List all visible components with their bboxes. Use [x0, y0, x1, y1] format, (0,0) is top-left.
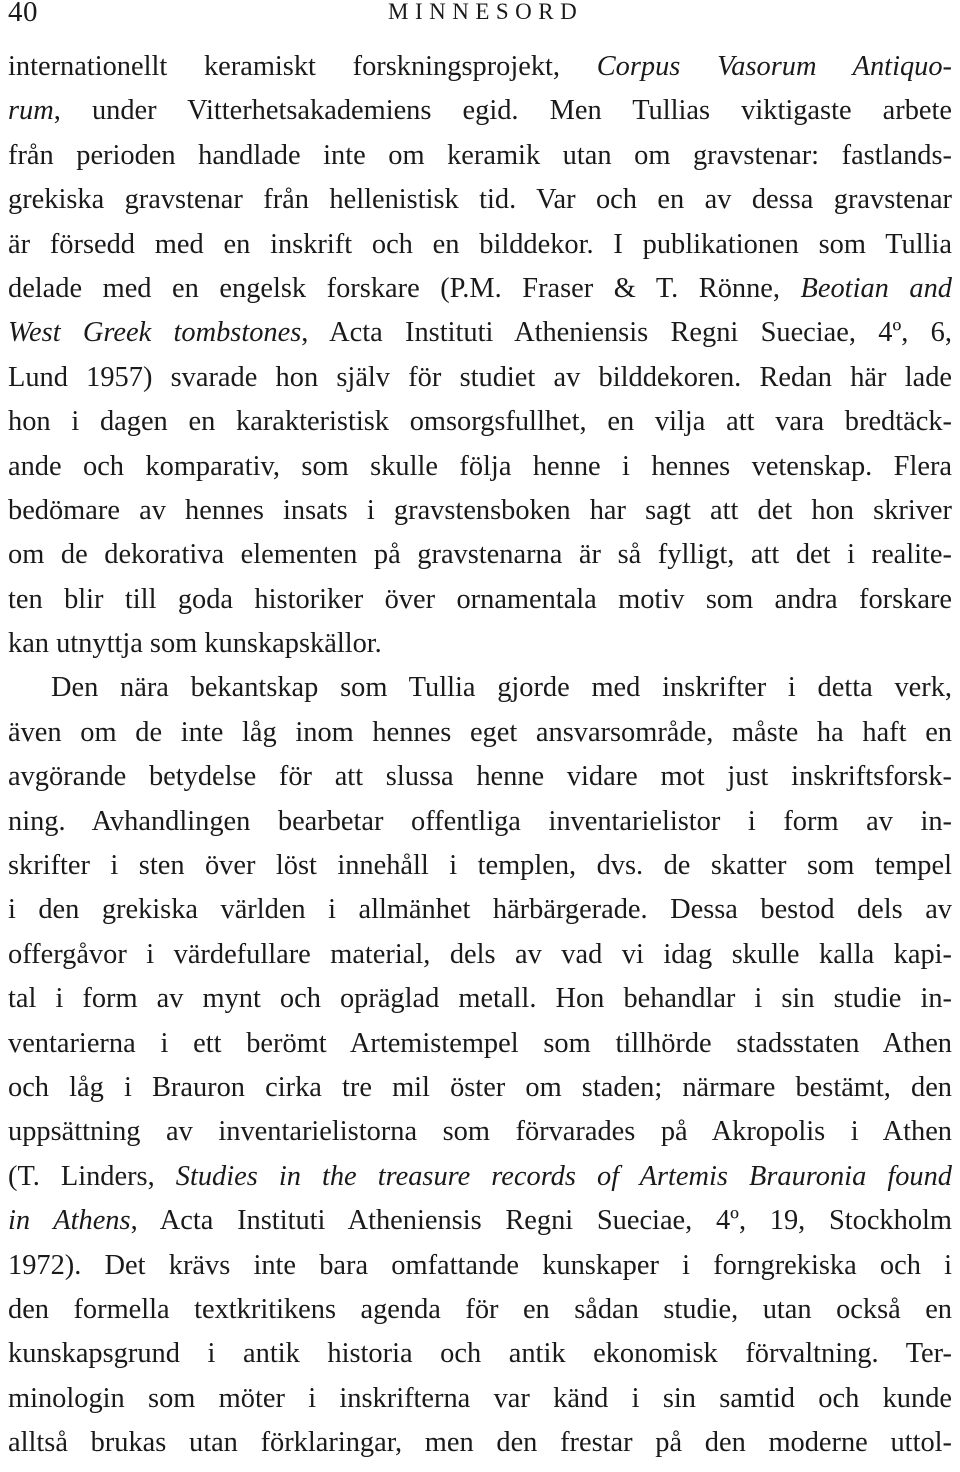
text-run: Den nära bekantskap som Tullia gjorde med inskrifter i detta verk,: [51, 672, 952, 704]
italic-run: in Athens: [8, 1205, 131, 1237]
text-line: [8, 1244, 952, 1288]
text-run: Lund 1957) svarade hon själv för studiet av bilddekoren. Redan här lade: [8, 361, 952, 393]
text-run: ning. Avhandlingen bearbetar offentliga inventarielistor i form av in-: [8, 805, 952, 837]
text-line: [8, 1110, 952, 1154]
text-run: uppsättning av inventarielistorna som förvarades på Akropolis i Athen: [8, 1116, 952, 1148]
text-line: [8, 1022, 952, 1066]
text-run: skrifter i sten över löst innehåll i templen, dvs. de skatter som tempel: [8, 850, 952, 882]
text-run: delade med en engelsk forskare (P.M. Fraser & T. Rönne,: [8, 272, 801, 304]
text-run: alltså brukas utan förklaringar, men den frestar på den moderne uttol-: [8, 1427, 952, 1459]
text-line: [8, 1377, 952, 1421]
text-run: hon i dagen en karakteristisk omsorgsfullhet, en vilja att vara bredtäck-: [8, 406, 952, 438]
text-line: [8, 1421, 952, 1465]
text-line: [8, 223, 952, 267]
text-run: i den grekiska världen i allmänhet härbärgerade. Dessa bestod dels av: [8, 894, 952, 926]
italic-run: Beotian and: [800, 272, 952, 304]
text-line: [8, 622, 952, 666]
text-line: [8, 489, 952, 533]
text-run: ventarierna i ett berömt Artemistempel som tillhörde stadsstaten Athen: [8, 1027, 952, 1059]
text-line: [8, 666, 952, 710]
body-text: [8, 45, 952, 1466]
text-run: , under Vitterhetsakademiens egid. Men Tullias viktigaste arbete: [53, 95, 952, 127]
text-line: [8, 933, 952, 977]
text-run: ande och komparativ, som skulle följa henne i hennes vetenskap. Flera: [8, 450, 952, 482]
text-line: [8, 711, 952, 755]
text-run: bedömare av hennes insats i gravstensboken har sagt att det hon skriver: [8, 494, 952, 526]
page-number: 40: [8, 0, 38, 28]
text-line: [8, 800, 952, 844]
text-line: [8, 844, 952, 888]
text-line: [8, 1199, 952, 1243]
italic-run: Corpus Vasorum Antiquo-: [596, 51, 952, 82]
text-line: [8, 134, 952, 178]
text-line: [8, 45, 952, 89]
text-line: [8, 578, 952, 622]
text-run: internationellt keramiskt forskningsprojekt,: [8, 51, 597, 82]
text-line: [8, 888, 952, 932]
text-run: offergåvor i värdefullare material, dels av vad vi idag skulle kalla kapi-: [8, 938, 952, 970]
text-line: [8, 1155, 952, 1199]
text-line: [8, 311, 952, 355]
text-run: , Acta Instituti Atheniensis Regni Sueciae, 4º, 6,: [301, 317, 952, 349]
text-run: , Acta Instituti Atheniensis Regni Sueciae, 4º, 19, Stockholm: [130, 1205, 952, 1237]
text-line: [8, 1288, 952, 1332]
text-run: den formella textkritikens agenda för en sådan studie, utan också en: [8, 1293, 952, 1325]
text-run: ten blir till goda historiker över ornamentala motiv som andra forskare: [8, 583, 952, 615]
italic-run: West Greek tombstones: [8, 317, 302, 349]
text-run: grekiska gravstenar från hellenistisk tid. Var och en av dessa gravstenar: [8, 184, 952, 216]
text-run: tal i form av mynt och opräglad metall. Hon behandlar i sin studie in-: [8, 983, 952, 1015]
text-run: (T. Linders,: [8, 1160, 176, 1192]
running-title: MINNESORD: [388, 0, 584, 24]
text-line: [8, 178, 952, 222]
running-head: [8, 0, 952, 30]
text-line: [8, 1066, 952, 1110]
text-run: avgörande betydelse för att slussa henne vidare mot just inskriftsforsk-: [8, 761, 952, 793]
text-line: [8, 400, 952, 444]
italic-run: rum: [8, 95, 54, 127]
text-run: även om de inte låg inom hennes eget ansvarsområde, måste ha haft en: [8, 716, 952, 748]
italic-run: Studies in the treasure records of Artemis Brauronia found: [175, 1160, 952, 1192]
text-run: om de dekorativa elementen på gravstenarna är så fylligt, att det i realite-: [8, 539, 952, 571]
text-line: [8, 356, 952, 400]
text-line: [8, 977, 952, 1021]
text-line: [8, 533, 952, 577]
text-run: 1972). Det krävs inte bara omfattande kunskaper i forngrekiska och i: [8, 1249, 952, 1281]
text-line: [8, 1332, 952, 1376]
text-line: [8, 267, 952, 311]
text-line: [8, 89, 952, 133]
text-run: och låg i Brauron cirka tre mil öster om staden; närmare bestämt, den: [8, 1071, 952, 1103]
text-run: minologin som möter i inskrifterna var känd i sin samtid och kunde: [8, 1382, 952, 1414]
text-line: [8, 445, 952, 489]
text-run: från perioden handlade inte om keramik utan om gravstenar: fastlands-: [8, 139, 952, 171]
text-run: kunskapsgrund i antik historia och antik ekonomisk förvaltning. Ter-: [8, 1338, 952, 1370]
text-run: är försedd med en inskrift och en bilddekor. I publikationen som Tullia: [8, 228, 952, 260]
text-run: kan utnyttja som kunskapskällor.: [8, 628, 382, 660]
text-line: [8, 755, 952, 799]
